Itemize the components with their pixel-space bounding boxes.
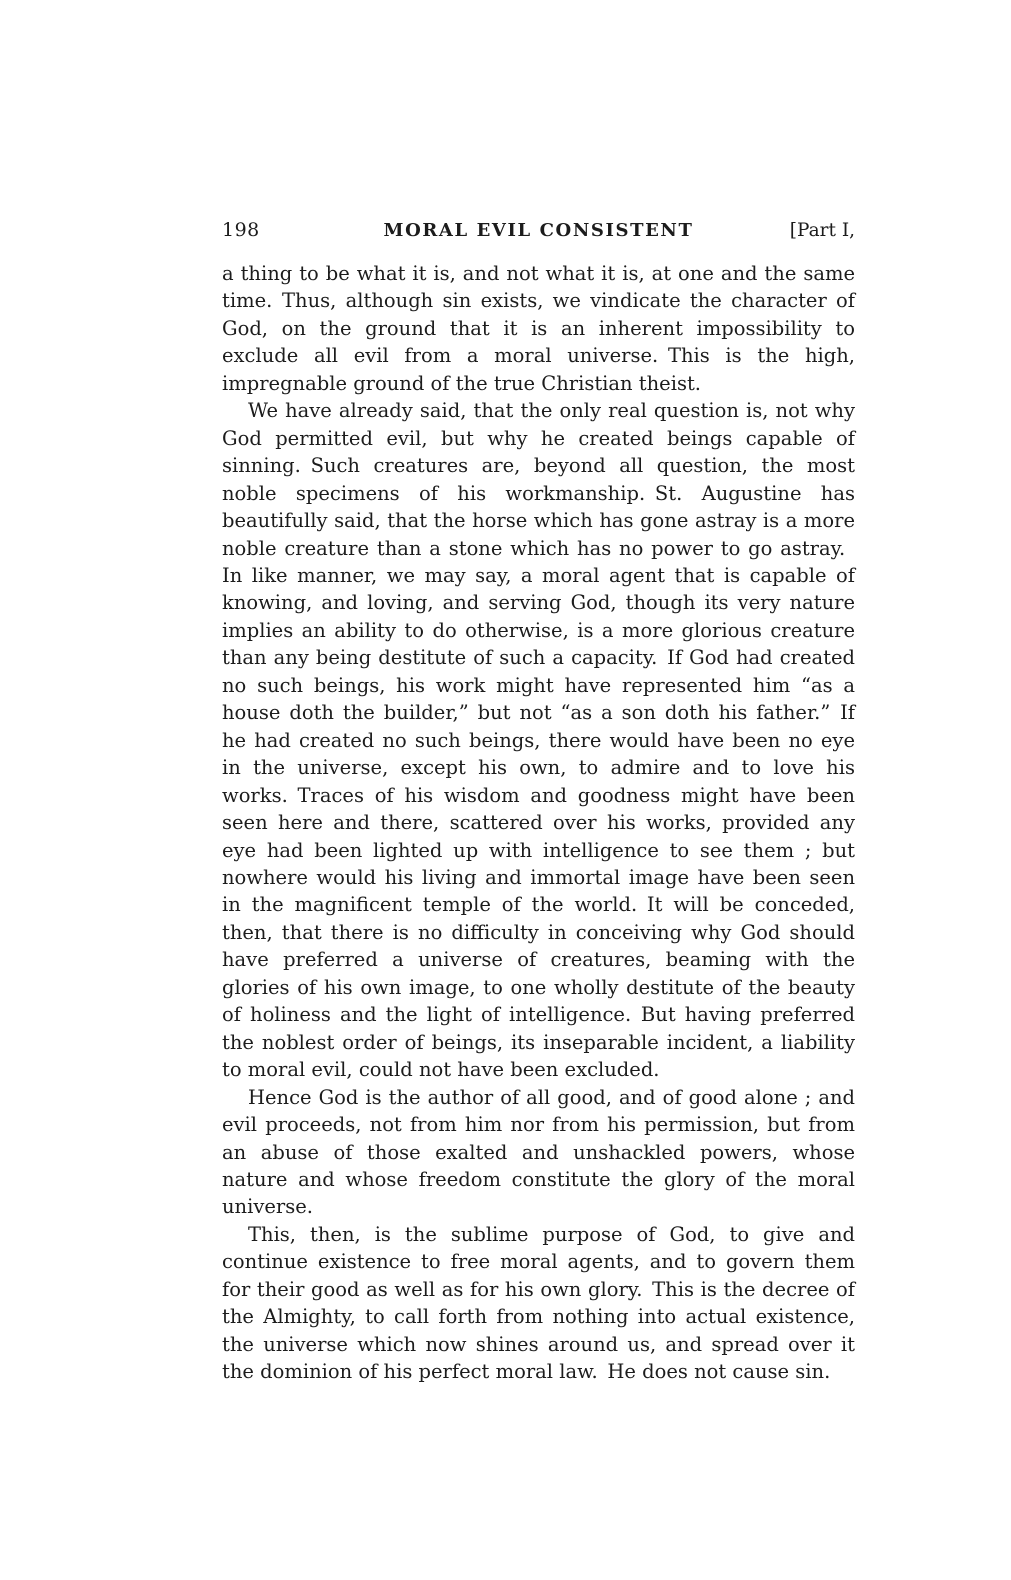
page-header [222,219,855,241]
paragraph: a thing to be what it is, and not what it is, at one and the same time. Thus, although sin exists, we vindicate the character of God, on the ground that it is an inherent impossibility to exclude all evil from a moral universe. This is the high, impregnable ground of the true Christian theist. [222,262,855,395]
page-number: 198 [222,219,260,241]
part-label: [Part I, [789,220,856,241]
running-title: MORAL EVIL CONSISTENT [383,220,694,241]
paragraph: This, then, is the sublime purpose of God, to give and continue existence to free moral agents, and to govern them for their good as well as for his own glory. This is the decree of the Almighty, to call forth from nothing into actual existence, the universe which now shines around us, and spread over it the dominion of his perfect moral law. He does not cause sin. [222,1222,855,1384]
paragraph: We have already said, that the only real question is, not why God permitted evil, but why he created beings capable of sinning. Such creatures are, beyond all question, the most noble specimens of his workmanship. St. Augustine has beautifully said, that the horse which has gone astray is a more noble creature than a stone which has no power to go astray. In like manner, we may say, a moral agent that is capable of knowing, and loving, and serving God, though its very nature implies an ability to do otherwise, is a more glorious creature than any being destitute of such a capacity. If God had created no such beings, his work might have represented him “as a house doth the builder,” but not “as a son doth his father.” If he had created no such beings, there would have been no eye in the universe, except his own, to admire and to love his works. Traces of his wisdom and goodness might have been seen here and there, scattered over his works, provided any eye had been lighted up with intelligence to see them ; but nowhere would his living and immortal image have been seen in the magnificent temple of the world. It will be conceded, then, that there is no difficulty in conceiving why God should have preferred a universe of creatures, beaming with the glories of his own image, to one wholly destitute of the beauty of holiness and the light of intelligence. But having preferred the noblest order of beings, its inseparable incident, a liability to moral evil, could not have been excluded. [222,399,855,1082]
page-body [222,260,855,1386]
paragraph: Hence God is the author of all good, and of good alone ; and evil proceeds, not from him nor from his permission, but from an abuse of those exalted and unshackled powers, whose nature and whose freedom constitute the glory of the moral universe. [222,1085,855,1219]
